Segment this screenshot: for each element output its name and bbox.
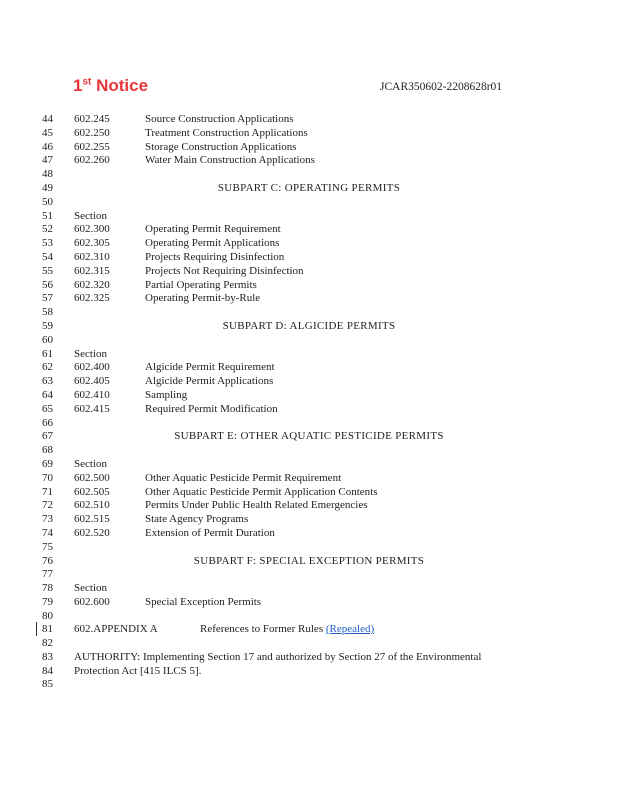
line-number: 83 (42, 650, 53, 663)
line-number: 72 (42, 499, 53, 512)
section-title: Operating Permit Requirement (145, 223, 281, 236)
line-number: 60 (42, 333, 53, 346)
line-number: 63 (42, 375, 53, 388)
section-column-label: Section (74, 347, 107, 360)
change-bar (36, 622, 37, 636)
subpart-heading: SUBPART E: OTHER AQUATIC PESTICIDE PERMITS (174, 430, 444, 443)
line-number: 85 (42, 678, 53, 691)
line-number: 49 (42, 182, 53, 194)
line-number: 81 (42, 623, 53, 635)
section-number: 602.255 (74, 140, 110, 153)
section-title: Partial Operating Permits (145, 278, 257, 291)
section-title: Algicide Permit Applications (145, 375, 274, 388)
line-number: 48 (42, 168, 53, 181)
section-number: 602.300 (74, 223, 110, 236)
line-number: 74 (42, 527, 53, 539)
line-number: 68 (42, 444, 53, 457)
line-number: 80 (42, 609, 53, 622)
line-number: 51 (42, 209, 53, 222)
line-number: 73 (42, 513, 53, 526)
line-number: 62 (42, 361, 53, 374)
line-number: 77 (42, 568, 53, 581)
section-number: 602.320 (74, 278, 110, 291)
line-number: 57 (42, 292, 53, 305)
section-number: 602.250 (74, 126, 110, 139)
line-number: 56 (42, 278, 53, 291)
line-number: 84 (42, 664, 53, 677)
section-number: 602.510 (74, 499, 110, 512)
section-title: Permits Under Public Health Related Emergencies (145, 499, 368, 512)
section-number: 602.245 (74, 113, 110, 125)
section-number: 602.400 (74, 361, 110, 374)
section-number: 602.520 (74, 527, 110, 539)
section-title: Projects Requiring Disinfection (145, 251, 285, 263)
line-number: 59 (42, 320, 53, 332)
section-title: State Agency Programs (145, 513, 249, 526)
section-title: Algicide Permit Requirement (145, 361, 275, 374)
line-number: 61 (42, 347, 53, 360)
section-title: Source Construction Applications (145, 113, 294, 125)
section-number: 602.515 (74, 513, 110, 526)
line-number: 78 (42, 582, 53, 595)
section-title: Other Aquatic Pesticide Permit Application Contents (145, 485, 378, 498)
section-number: 602.415 (74, 402, 110, 415)
line-number: 65 (42, 402, 53, 415)
section-title: Other Aquatic Pesticide Permit Requirement (145, 471, 342, 484)
line-number: 58 (42, 306, 53, 319)
line-number: 47 (42, 154, 53, 167)
line-number: 53 (42, 237, 53, 250)
line-number: 71 (42, 485, 53, 498)
line-number: 75 (42, 540, 53, 553)
section-column-label: Section (74, 582, 107, 595)
section-number: 602.600 (74, 596, 110, 608)
line-number: 70 (42, 471, 53, 484)
section-number: 602.505 (74, 485, 110, 498)
section-number: 602.325 (74, 292, 110, 305)
section-title: Operating Permit-by-Rule (145, 292, 261, 305)
authority-text: AUTHORITY: Implementing Section 17 and authorized by Section 27 of the Environmental (74, 650, 482, 663)
line-number: 76 (42, 554, 53, 567)
line-number: 67 (42, 430, 53, 443)
section-title: Projects Not Requiring Disinfection (145, 264, 304, 277)
section-title: Storage Construction Applications (145, 140, 297, 153)
line-number: 66 (42, 416, 53, 429)
line-number: 46 (42, 140, 53, 153)
notice-heading: 1st Notice (73, 76, 149, 95)
section-number: 602.305 (74, 237, 110, 250)
authority-text: Protection Act [415 ILCS 5]. (74, 664, 202, 677)
section-column-label: Section (74, 209, 107, 222)
section-title: Special Exception Permits (145, 596, 262, 608)
section-column-label: Section (74, 458, 107, 470)
line-number: 45 (42, 126, 53, 139)
section-number: 602.405 (74, 375, 110, 388)
line-number: 82 (42, 637, 53, 649)
line-number: 52 (42, 223, 53, 236)
line-number: 69 (42, 458, 53, 470)
line-number: 54 (42, 251, 53, 263)
appendix-label: 602.APPENDIX A (74, 623, 158, 635)
subpart-heading: SUBPART F: SPECIAL EXCEPTION PERMITS (193, 554, 425, 567)
line-number: 44 (42, 113, 53, 125)
line-number: 50 (42, 195, 53, 208)
section-number: 602.260 (74, 154, 110, 167)
line-number: 64 (42, 389, 53, 401)
section-title: Operating Permit Applications (145, 237, 280, 250)
appendix-title: References to Former Rules (Repealed) (200, 623, 375, 635)
line-number: 79 (42, 596, 53, 608)
section-number: 602.315 (74, 264, 110, 277)
section-number: 602.500 (74, 471, 110, 484)
line-number: 55 (42, 264, 53, 277)
section-title: Extension of Permit Duration (145, 527, 275, 539)
section-title: Water Main Construction Applications (145, 154, 315, 167)
section-number: 602.410 (74, 389, 110, 401)
section-title: Sampling (145, 389, 188, 401)
subpart-heading: SUBPART D: ALGICIDE PERMITS (222, 320, 396, 332)
repealed-link[interactable]: (Repealed) (325, 623, 375, 635)
section-title: Required Permit Modification (145, 402, 278, 415)
section-title: Treatment Construction Applications (145, 126, 308, 139)
subpart-heading: SUBPART C: OPERATING PERMITS (217, 182, 401, 194)
section-number: 602.310 (74, 251, 110, 263)
document-id: JCAR350602-2208628r01 (380, 81, 503, 93)
